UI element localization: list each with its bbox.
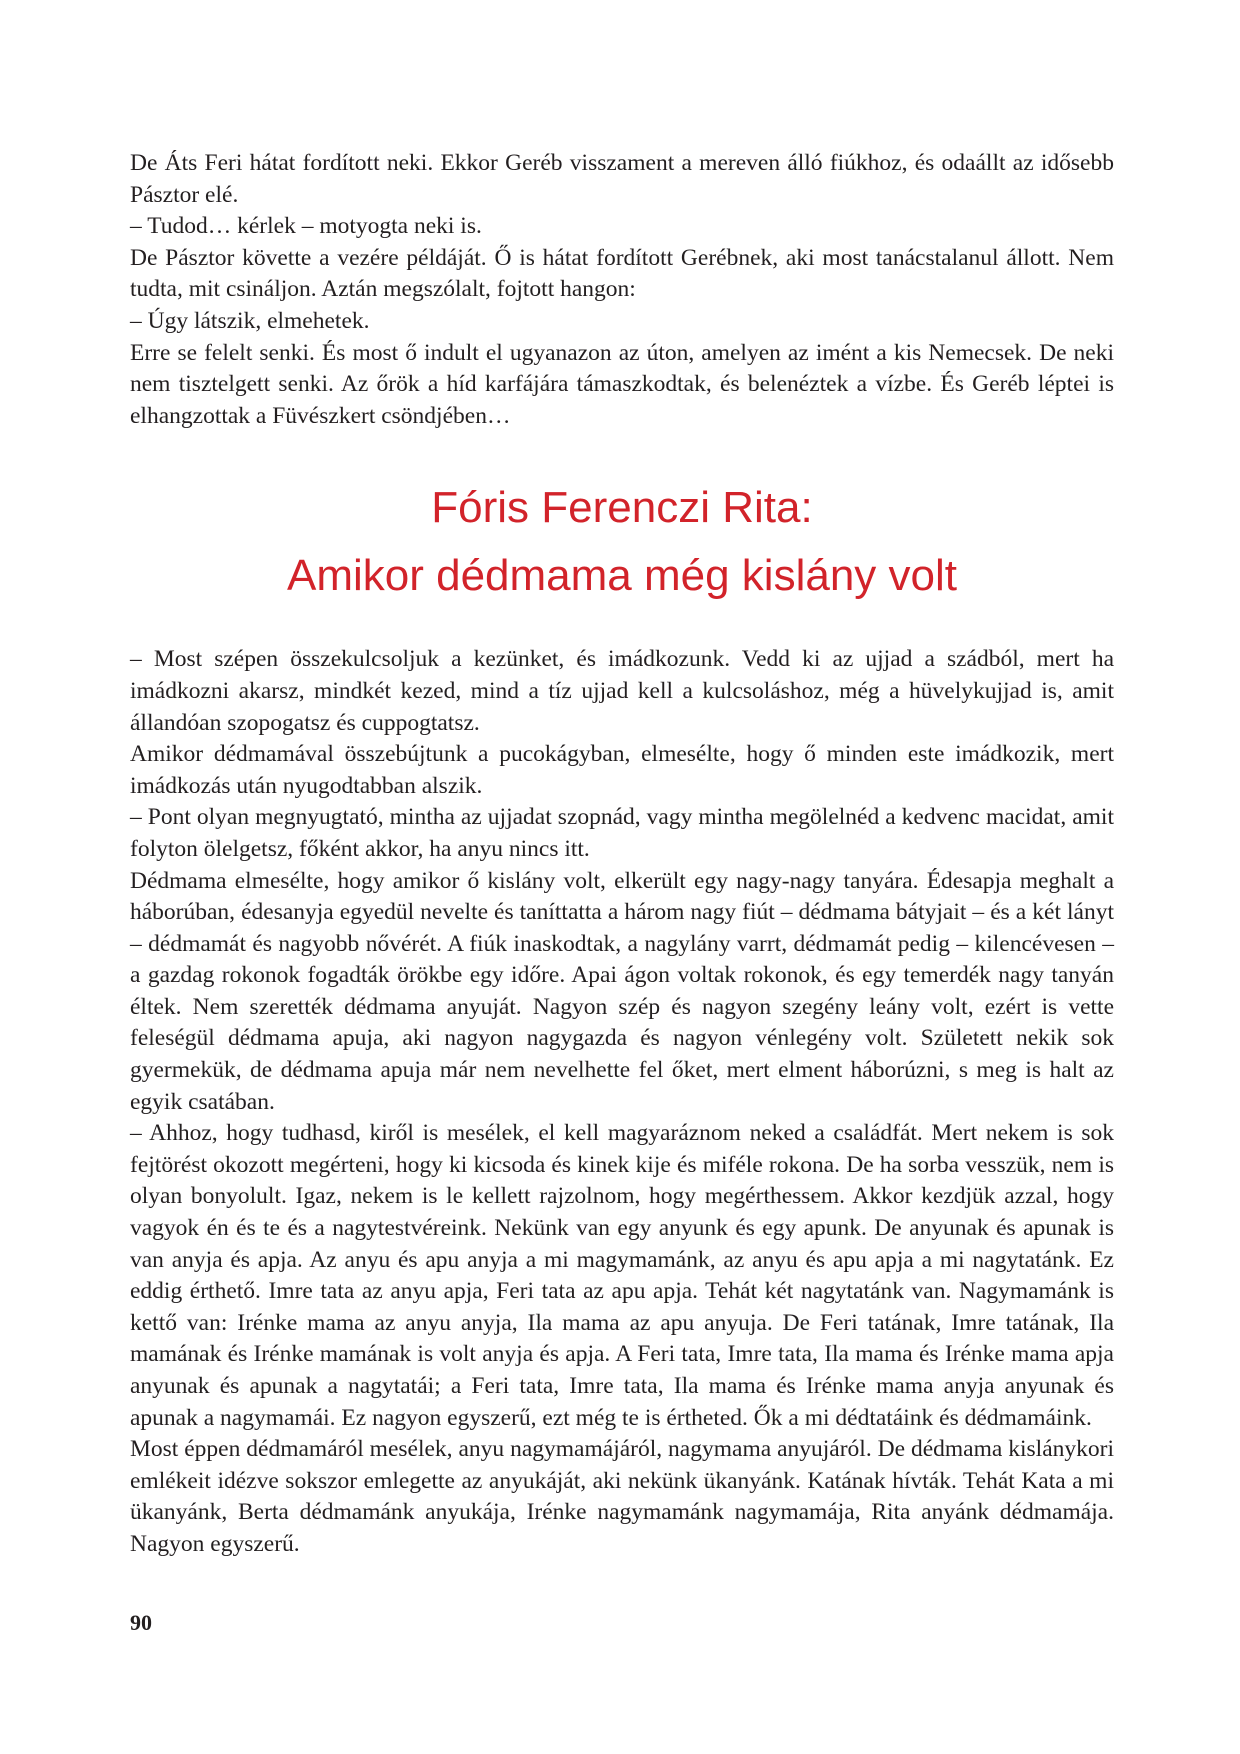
story-section bbox=[130, 644, 1114, 1560]
story-paragraph-3: – Pont olyan megnyugtató, mintha az ujjadat szopnád, vagy mintha megölelnéd a kedvenc macidat, amit folyton ölelgetsz, főként akkor, ha anyu nincs itt. bbox=[130, 804, 1114, 862]
intro-paragraph-1: De Áts Feri hátat fordított neki. Ekkor Geréb visszament a mereven álló fiúkhoz, és odaállt az idősebb Pásztor elé. bbox=[130, 150, 1114, 208]
story-paragraph-1: – Most szépen összekulcsoljuk a kezünket, és imádkozunk. Vedd ki az ujjad a szádból, mert ha imádkozni akarsz, mindkét kezed, mind a tíz ujjad kell a kulcsoláshoz, még a hüvelykujjad is, amit állandóan szopogatsz és cuppogtatsz. bbox=[130, 646, 1114, 736]
page-number: 90 bbox=[130, 1610, 152, 1635]
story-paragraph-5: – Ahhoz, hogy tudhasd, kiről is mesélek, el kell magyaráznom neked a családfát. Mert nekem is sok fejtörést okozott megérteni, hogy ki kicsoda és kinek kije és miféle rokona. De ha sorba vesszük, nem is olyan bonyolult. Igaz, nekem is le kellett rajzolnom, hogy megérthessem. Akkor kezdjük azzal, hogy vagyok én és te és a nagytestvéreink. Nekünk van egy anyunk és egy apunk. De anyunak és apunak is van anyja és apja. Az anyu és apu anyja a mi magymamánk, az anyu és apu apja a mi nagytatánk. Ez eddig érthető. Imre tata az anyu apja, Feri tata az apu apja. Tehát két nagytatánk van. Nagymamánk is kettő van: Irénke mama az anyu anyja, Ila mama az apu anyuja. De Feri tatának, Imre tatának, Ila mamának és Irénke mamának is volt anyja és apja. A Feri tata, Imre tata, Ila mama és Irénke mama apja anyunak és apunak a nagytatái; a Feri tata, Imre tata, Ila mama és Irénke mama anyja anyunak és apunak a nagymamái. Ez nagyon egyszerű, ezt még te is értheted. Ők a mi dédtatáink és dédmamáink. bbox=[130, 1120, 1114, 1431]
story-paragraph-4: Dédmama elmesélte, hogy amikor ő kislány volt, elkerült egy nagy-nagy tanyára. Édesapja meghalt a háborúban, édesanyja egyedül nevelte és taníttatta a három nagy fiút – dédmama bátyjait – és a két lányt – dédmamát és nagyobb nővérét. A fiúk inaskodtak, a nagylány varrt, dédmamát pedig – kilencévesen – a gazdag rokonok fogadták örökbe egy időre. Apai ágon voltak rokonok, és egy temerdék nagy tanyán éltek. Nem szerették dédmama anyuját. Nagyon szép és nagyon szegény leány volt, ezért is vette feleségül dédmama apuja, aki nagyon nagygazda és nagyon vénlegény volt. Született nekik sok gyermekük, de dédmama apuja már nem nevelhette fel őket, mert elment háborúzni, s meg is halt az egyik csatában. bbox=[130, 867, 1114, 1115]
story-title bbox=[130, 474, 1114, 610]
intro-section bbox=[130, 148, 1114, 432]
story-paragraph-6: Most éppen dédmamáról mesélek, anyu nagymamájáról, nagymama anyujáról. De dédmama kislánykori emlékeit idézve sokszor emlegette az anyukáját, aki nekünk ükanyánk. Katának hívták. Tehát Kata a mi ükanyánk, Berta dédmamánk anyukája, Irénke nagymamánk nagymamája, Rita anyánk dédmamája. Nagyon egyszerű. bbox=[130, 1436, 1114, 1557]
story-title-text: Amikor dédmama még kislány volt bbox=[286, 551, 957, 601]
intro-paragraph-4: – Úgy látszik, elmehetek. bbox=[130, 307, 370, 334]
intro-paragraph-5: Erre se felelt senki. És most ő indult el ugyanazon az úton, amelyen az imént a kis Nemecsek. De neki nem tisztelgett senki. Az őrök a híd karfájára támaszkodtak, és belenéztek a vízbe. És Geréb léptei is elhangzottak a Füvészkert csöndjében… bbox=[130, 339, 1114, 429]
intro-paragraph-3: De Pásztor követte a vezére példáját. Ő is hátat fordított Gerébnek, aki most tanácstalanul állott. Nem tudta, mit csináljon. Aztán megszólalt, fojtott hangon: bbox=[130, 244, 1114, 303]
story-paragraph-2: Amikor dédmamával összebújtunk a pucokágyban, elmesélte, hogy ő minden este imádkozik, mert imádkozás után nyugodtabban alszik. bbox=[130, 741, 1114, 799]
page-content bbox=[130, 148, 1114, 1561]
story-author: Fóris Ferenczi Rita: bbox=[431, 483, 813, 533]
intro-paragraph-2: – Tudod… kérlek – motyogta neki is. bbox=[130, 213, 482, 240]
